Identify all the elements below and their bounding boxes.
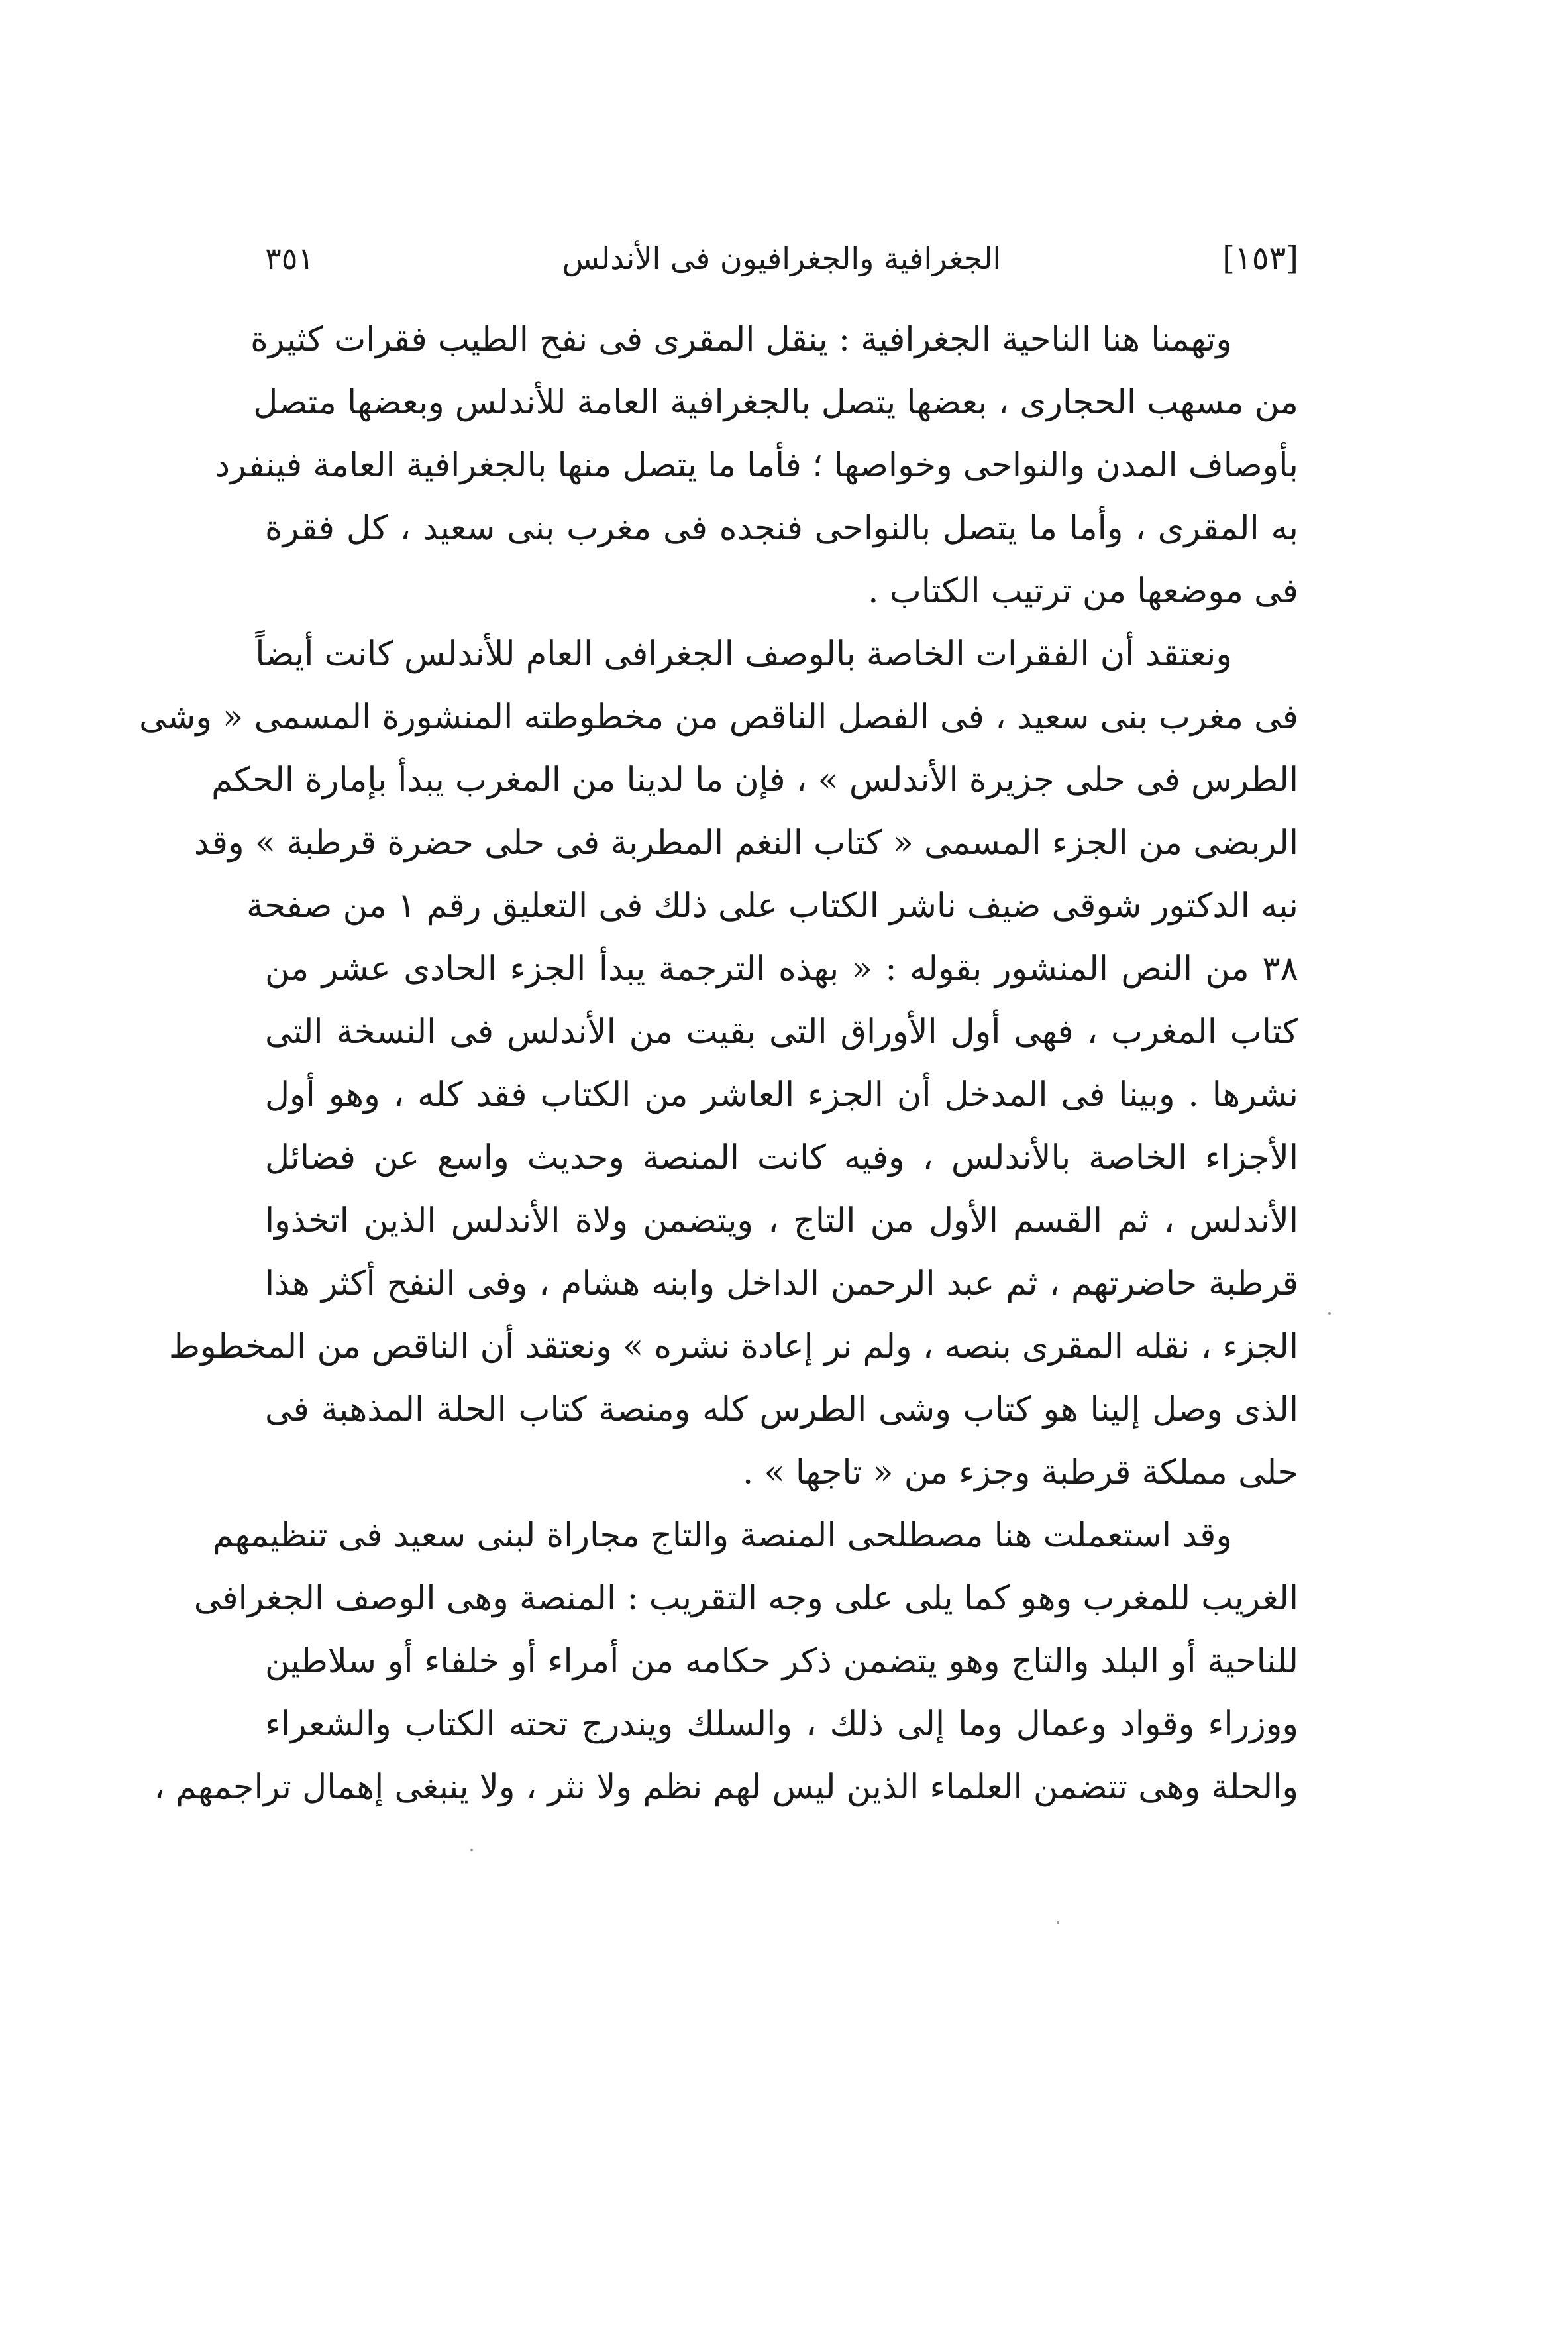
text-line: الذى وصل إلينا هو كتاب وشى الطرس كله ومنصة كتاب الحلة المذهبة فى <box>265 1390 1298 1429</box>
text-line: الغريب للمغرب وهو كما يلى على وجه التقريب : المنصة وهى الوصف الجغرافى <box>193 1579 1298 1618</box>
page-header <box>265 229 1298 288</box>
section-reference: [١٥٣] <box>1222 240 1298 277</box>
text-line: فى موضعها من ترتيب الكتاب . <box>868 572 1298 611</box>
scan-speck <box>470 1849 473 1851</box>
paragraph <box>154 1504 1298 1819</box>
text-line: بأوصاف المدن والنواحى وخواصها ؛ فأما ما يتصل منها بالجغرافية العامة فينفرد <box>215 446 1298 485</box>
text-line: نشرها . وبينا فى المدخل أن الجزء العاشر من الكتاب فقد كله ، وهو أول <box>265 1075 1298 1114</box>
text-line: قرطبة حاضرتهم ، ثم عبد الرحمن الداخل وابنه هشام ، وفى النفح أكثر هذا <box>265 1264 1298 1303</box>
text-line: للناحية أو البلد والتاج وهو يتضمن ذكر حكامه من أمراء أو خلفاء أو سلاطين <box>265 1642 1298 1681</box>
text-line: وتهمنا هنا الناحية الجغرافية : ينقل المقرى فى نفح الطيب فقرات كثيرة <box>250 320 1232 359</box>
text-line: الأندلس ، ثم القسم الأول من التاج ، ويتضمن ولاة الأندلس الذين اتخذوا <box>265 1201 1298 1240</box>
text-line: ووزراء وقواد وعمال وما إلى ذلك ، والسلك ويندرج تحته الكتاب والشعراء <box>265 1705 1298 1744</box>
running-title: الجغرافية والجغرافيون فى الأندلس <box>562 241 1002 276</box>
text-line: الأجزاء الخاصة بالأندلس ، وفيه كانت المنصة وحديث واسع عن فضائل <box>265 1138 1298 1177</box>
text-line: الربضى من الجزء المسمى « كتاب النغم المطربة فى حلى حضرة قرطبة » وقد <box>193 824 1298 863</box>
text-line: فى مغرب بنى سعيد ، فى الفصل الناقص من مخطوطته المنشورة المسمى « وشى <box>139 698 1298 737</box>
text-line: والحلة وهى تتضمن العلماء الذين ليس لهم نظم ولا نثر ، ولا ينبغى إهمال تراجمهم ، <box>154 1768 1298 1807</box>
page-number: ٣٥١ <box>265 241 315 276</box>
text-line: وقد استعملت هنا مصطلحى المنصة والتاج مجاراة لبنى سعيد فى تنظيمهم <box>212 1516 1232 1555</box>
body-text <box>139 308 1298 1819</box>
text-line: كتاب المغرب ، فهى أول الأوراق التى بقيت من الأندلس فى النسخة التى <box>265 1012 1298 1052</box>
scan-speck <box>1328 1312 1331 1315</box>
text-line: الطرس فى حلى جزيرة الأندلس » ، فإن ما لدينا من المغرب يبدأ بإمارة الحكم <box>211 761 1298 800</box>
text-line: ٣٨ من النص المنشور بقوله : « بهذه الترجمة يبدأ الجزء الحادى عشر من <box>265 949 1298 989</box>
text-line: نبه الدكتور شوقى ضيف ناشر الكتاب على ذلك فى التعليق رقم ١ من صفحة <box>246 887 1298 926</box>
text-line: الجزء ، نقله المقرى بنصه ، ولم نر إعادة نشره » ونعتقد أن الناقص من المخطوط <box>168 1327 1298 1366</box>
text-line: ونعتقد أن الفقرات الخاصة بالوصف الجغرافى العام للأندلس كانت أيضاً <box>255 635 1232 674</box>
paragraph <box>215 308 1298 623</box>
text-line: حلى مملكة قرطبة وجزء من « تاجها » . <box>743 1453 1298 1492</box>
text-line: من مسهب الحجارى ، بعضها يتصل بالجغرافية العامة للأندلس وبعضها متصل <box>253 383 1298 422</box>
paragraph <box>139 623 1298 1504</box>
text-line: به المقرى ، وأما ما يتصل بالنواحى فنجده فى مغرب بنى سعيد ، كل فقرة <box>265 509 1298 548</box>
scan-speck <box>1057 1921 1059 1924</box>
